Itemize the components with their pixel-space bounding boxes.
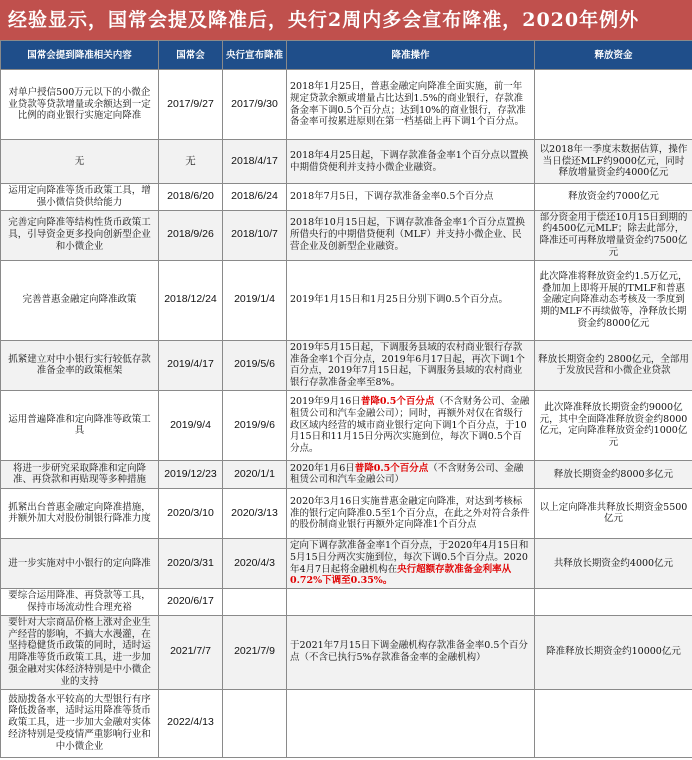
table-header-row <box>1 41 692 70</box>
cell-pboc-date: 2017/9/30 <box>223 70 287 140</box>
cell-operation <box>287 70 535 140</box>
operation-text: （不含财务公司、金融租赁公司和汽车金融公司） <box>290 462 524 486</box>
cell-funds: 释放长期资金约8000多亿元 <box>535 460 692 488</box>
table-row <box>1 615 692 689</box>
cell-content: 将进一步研究采取降准和定向降准、再贷款和再贴现等多种措施 <box>1 460 159 488</box>
cell-pboc-date: 2018/10/7 <box>223 210 287 260</box>
cell-operation <box>287 488 535 538</box>
table-row <box>1 340 692 390</box>
cell-funds: 释放资金约7000亿元 <box>535 184 692 211</box>
cell-operation <box>287 538 535 588</box>
cell-pboc-date: 2019/5/6 <box>223 340 287 390</box>
cell-pboc-date <box>223 689 287 757</box>
cell-state-council-date: 无 <box>159 140 223 184</box>
header-state-council: 国常会 <box>159 41 223 70</box>
cell-operation <box>287 260 535 340</box>
operation-text: 2018年1月25日，普惠金融定向降准全面实施，前一年规定贷款余额或增量占比达到1.5%的商业银行，存款准备金率下调0.5个百分点；达到10%的商业银行，存款准备金率可按累进原则在第一档基础上再下调1个百分点。 <box>290 80 526 128</box>
cell-content: 对单户授信500万元以下的小微企业贷款等贷款增量或余额达到一定比例的商业银行实施定向降准 <box>1 70 159 140</box>
cell-funds: 降准释放长期资金约10000亿元 <box>535 615 692 689</box>
table-row <box>1 210 692 260</box>
cell-content: 要综合运用降准、再贷款等工具，保持市场流动性合理充裕 <box>1 589 159 616</box>
cell-operation <box>287 210 535 260</box>
cell-state-council-date: 2022/4/13 <box>159 689 223 757</box>
cell-state-council-date: 2020/3/31 <box>159 538 223 588</box>
page-title: 经验显示，国常会提及降准后，央行2周内多会宣布降准，2020年例外 <box>0 0 692 40</box>
cell-pboc-date: 2020/1/1 <box>223 460 287 488</box>
cell-operation <box>287 390 535 460</box>
cell-pboc-date: 2021/7/9 <box>223 615 287 689</box>
cell-content: 运用定向降准等货币政策工具，增强小微信贷供给能力 <box>1 184 159 211</box>
cell-content: 完善普惠金融定向降准政策 <box>1 260 159 340</box>
cell-content: 完善定向降准等结构性货币政策工具，引导资金更多投向创新型企业和小微企业 <box>1 210 159 260</box>
table-row <box>1 488 692 538</box>
header-content: 国常会提到降准相关内容 <box>1 41 159 70</box>
cell-operation <box>287 589 535 616</box>
cell-funds: 释放长期资金约 2800亿元，全部用于发放民营和小微企业贷款 <box>535 340 692 390</box>
cell-pboc-date: 2018/4/17 <box>223 140 287 184</box>
cell-pboc-date: 2020/4/3 <box>223 538 287 588</box>
cell-state-council-date: 2018/12/24 <box>159 260 223 340</box>
cell-state-council-date: 2019/9/4 <box>159 390 223 460</box>
cell-state-council-date: 2017/9/27 <box>159 70 223 140</box>
cell-state-council-date: 2018/9/26 <box>159 210 223 260</box>
cell-funds <box>535 589 692 616</box>
table-row <box>1 184 692 211</box>
table-row <box>1 70 692 140</box>
operation-text: 2019年1月15日和1月25日分别下调0.5个百分点。 <box>290 294 509 306</box>
cell-content: 鼓励拨备水平较高的大型银行有序降低拨备率，适时运用降准等货币政策工具，进一步加大金融对实体经济特别是受疫情严重影响行业和中小微企业 <box>1 689 159 757</box>
cell-funds: 此次降准释放长期资金约9000亿元，其中全面降准释放资金约8000亿元，定向降准释放资金约1000亿元 <box>535 390 692 460</box>
operation-highlight: 普降0.5个百分点 <box>360 395 435 407</box>
cell-content: 抓紧出台普惠金融定向降准措施，并额外加大对股份制银行降准力度 <box>1 488 159 538</box>
operation-text: 2018年7月5日，下调存款准备金率0.5个百分点 <box>290 190 494 202</box>
cell-state-council-date: 2018/6/20 <box>159 184 223 211</box>
cell-funds: 共释放长期资金约4000亿元 <box>535 538 692 588</box>
operation-text: 2020年3月16日实施普惠金融定向降准，对达到考核标准的银行定向降准0.5至1个百分点，在此之外对符合条件的股份制商业银行再额外定向降准1个百分点 <box>290 495 530 531</box>
table-row <box>1 260 692 340</box>
operation-highlight: 央行超额存款准备金利率从0.72%下调至0.35%。 <box>290 563 512 587</box>
operation-text: 2019年9月16日 <box>290 395 361 407</box>
cell-pboc-date: 2020/3/13 <box>223 488 287 538</box>
cell-operation <box>287 340 535 390</box>
cell-pboc-date: 2018/6/24 <box>223 184 287 211</box>
operation-highlight: 普降0.5个百分点 <box>354 462 429 474</box>
cell-state-council-date: 2019/4/17 <box>159 340 223 390</box>
table-row <box>1 140 692 184</box>
cell-pboc-date: 2019/9/6 <box>223 390 287 460</box>
cell-content: 进一步实施对中小银行的定向降准 <box>1 538 159 588</box>
cell-operation <box>287 140 535 184</box>
cell-content: 要针对大宗商品价格上涨对企业生产经营的影响，不搞大水漫灌，在坚持稳健货币政策的同时，适时运用降准等货币政策工具，进一步加强金融对实体经济特别是中小微企业的支持 <box>1 615 159 689</box>
cell-funds <box>535 70 692 140</box>
cell-content: 运用普遍降准和定向降准等政策工具 <box>1 390 159 460</box>
cell-funds: 以2018年一季度末数据估算，操作当日偿还MLF约9000亿元，同时释放增量资金约4000亿元 <box>535 140 692 184</box>
header-funds: 释放资金 <box>535 41 692 70</box>
header-pboc: 央行宣布降准 <box>223 41 287 70</box>
cell-pboc-date <box>223 589 287 616</box>
rrr-cut-table <box>0 40 692 758</box>
operation-text: 2020年1月6日 <box>290 462 355 474</box>
cell-funds: 部分资金用于偿还10月15日到期的约4500亿元MLF；除去此部分，降准还可再释放增量资金约7500亿元 <box>535 210 692 260</box>
table-row <box>1 589 692 616</box>
cell-state-council-date: 2020/3/10 <box>159 488 223 538</box>
table-row <box>1 538 692 588</box>
cell-operation <box>287 689 535 757</box>
operation-text: 2019年5月15日起，下调服务县域的农村商业银行存款准备金率1个百分点，2019年6月17日起，再次下调1个百分点，2019年7月15日起，下调服务县域的农村商业银行存款准备金率至8%。 <box>290 341 525 389</box>
cell-operation <box>287 184 535 211</box>
cell-content: 无 <box>1 140 159 184</box>
operation-text: （不含财务公司、金融租赁公司和汽车金融公司）；同时，再额外对仅在省级行政区域内经营的城市商业银行定向下调1个百分点，于10月15日和11月15日分两次实施到位，每次下调0.5个百分点。 <box>290 395 530 455</box>
header-operation: 降准操作 <box>287 41 535 70</box>
operation-text: 2018年4月25日起，下调存款准备金率1个百分点以置换中期借贷便利并支持小微企业融资。 <box>290 149 529 173</box>
cell-funds <box>535 689 692 757</box>
table-row <box>1 460 692 488</box>
operation-text: 2018年10月15日起，下调存款准备金率1个百分点置换所借央行的中期借贷便利（MLF）并支持小微企业、民营企业及创新型企业融资。 <box>290 217 525 253</box>
cell-content: 抓紧建立对中小银行实行较低存款准备金率的政策框架 <box>1 340 159 390</box>
cell-state-council-date: 2019/12/23 <box>159 460 223 488</box>
cell-state-council-date: 2021/7/7 <box>159 615 223 689</box>
cell-operation <box>287 615 535 689</box>
table-row <box>1 689 692 757</box>
operation-text: 定向下调存款准备金率1个百分点，于2020年4月15日和5月15日分两次实施到位，每次下调0.5个百分点。2020年4月7日起将金融机构在 <box>290 539 529 575</box>
cell-state-council-date: 2020/6/17 <box>159 589 223 616</box>
table-row <box>1 390 692 460</box>
cell-funds: 此次降准将释放资金约1.5万亿元，叠加加上即将开展的TMLF和普惠金融定向降准动态考核及一季度到期的MLF不再续做等，净释放长期资金约8000亿元 <box>535 260 692 340</box>
cell-operation <box>287 460 535 488</box>
operation-text: 于2021年7月15日下调金融机构存款准备金率0.5个百分点（不含已执行5%存款准备金率的金融机构） <box>290 640 528 664</box>
cell-funds: 以上定向降准共释放长期资金5500亿元 <box>535 488 692 538</box>
cell-pboc-date: 2019/1/4 <box>223 260 287 340</box>
